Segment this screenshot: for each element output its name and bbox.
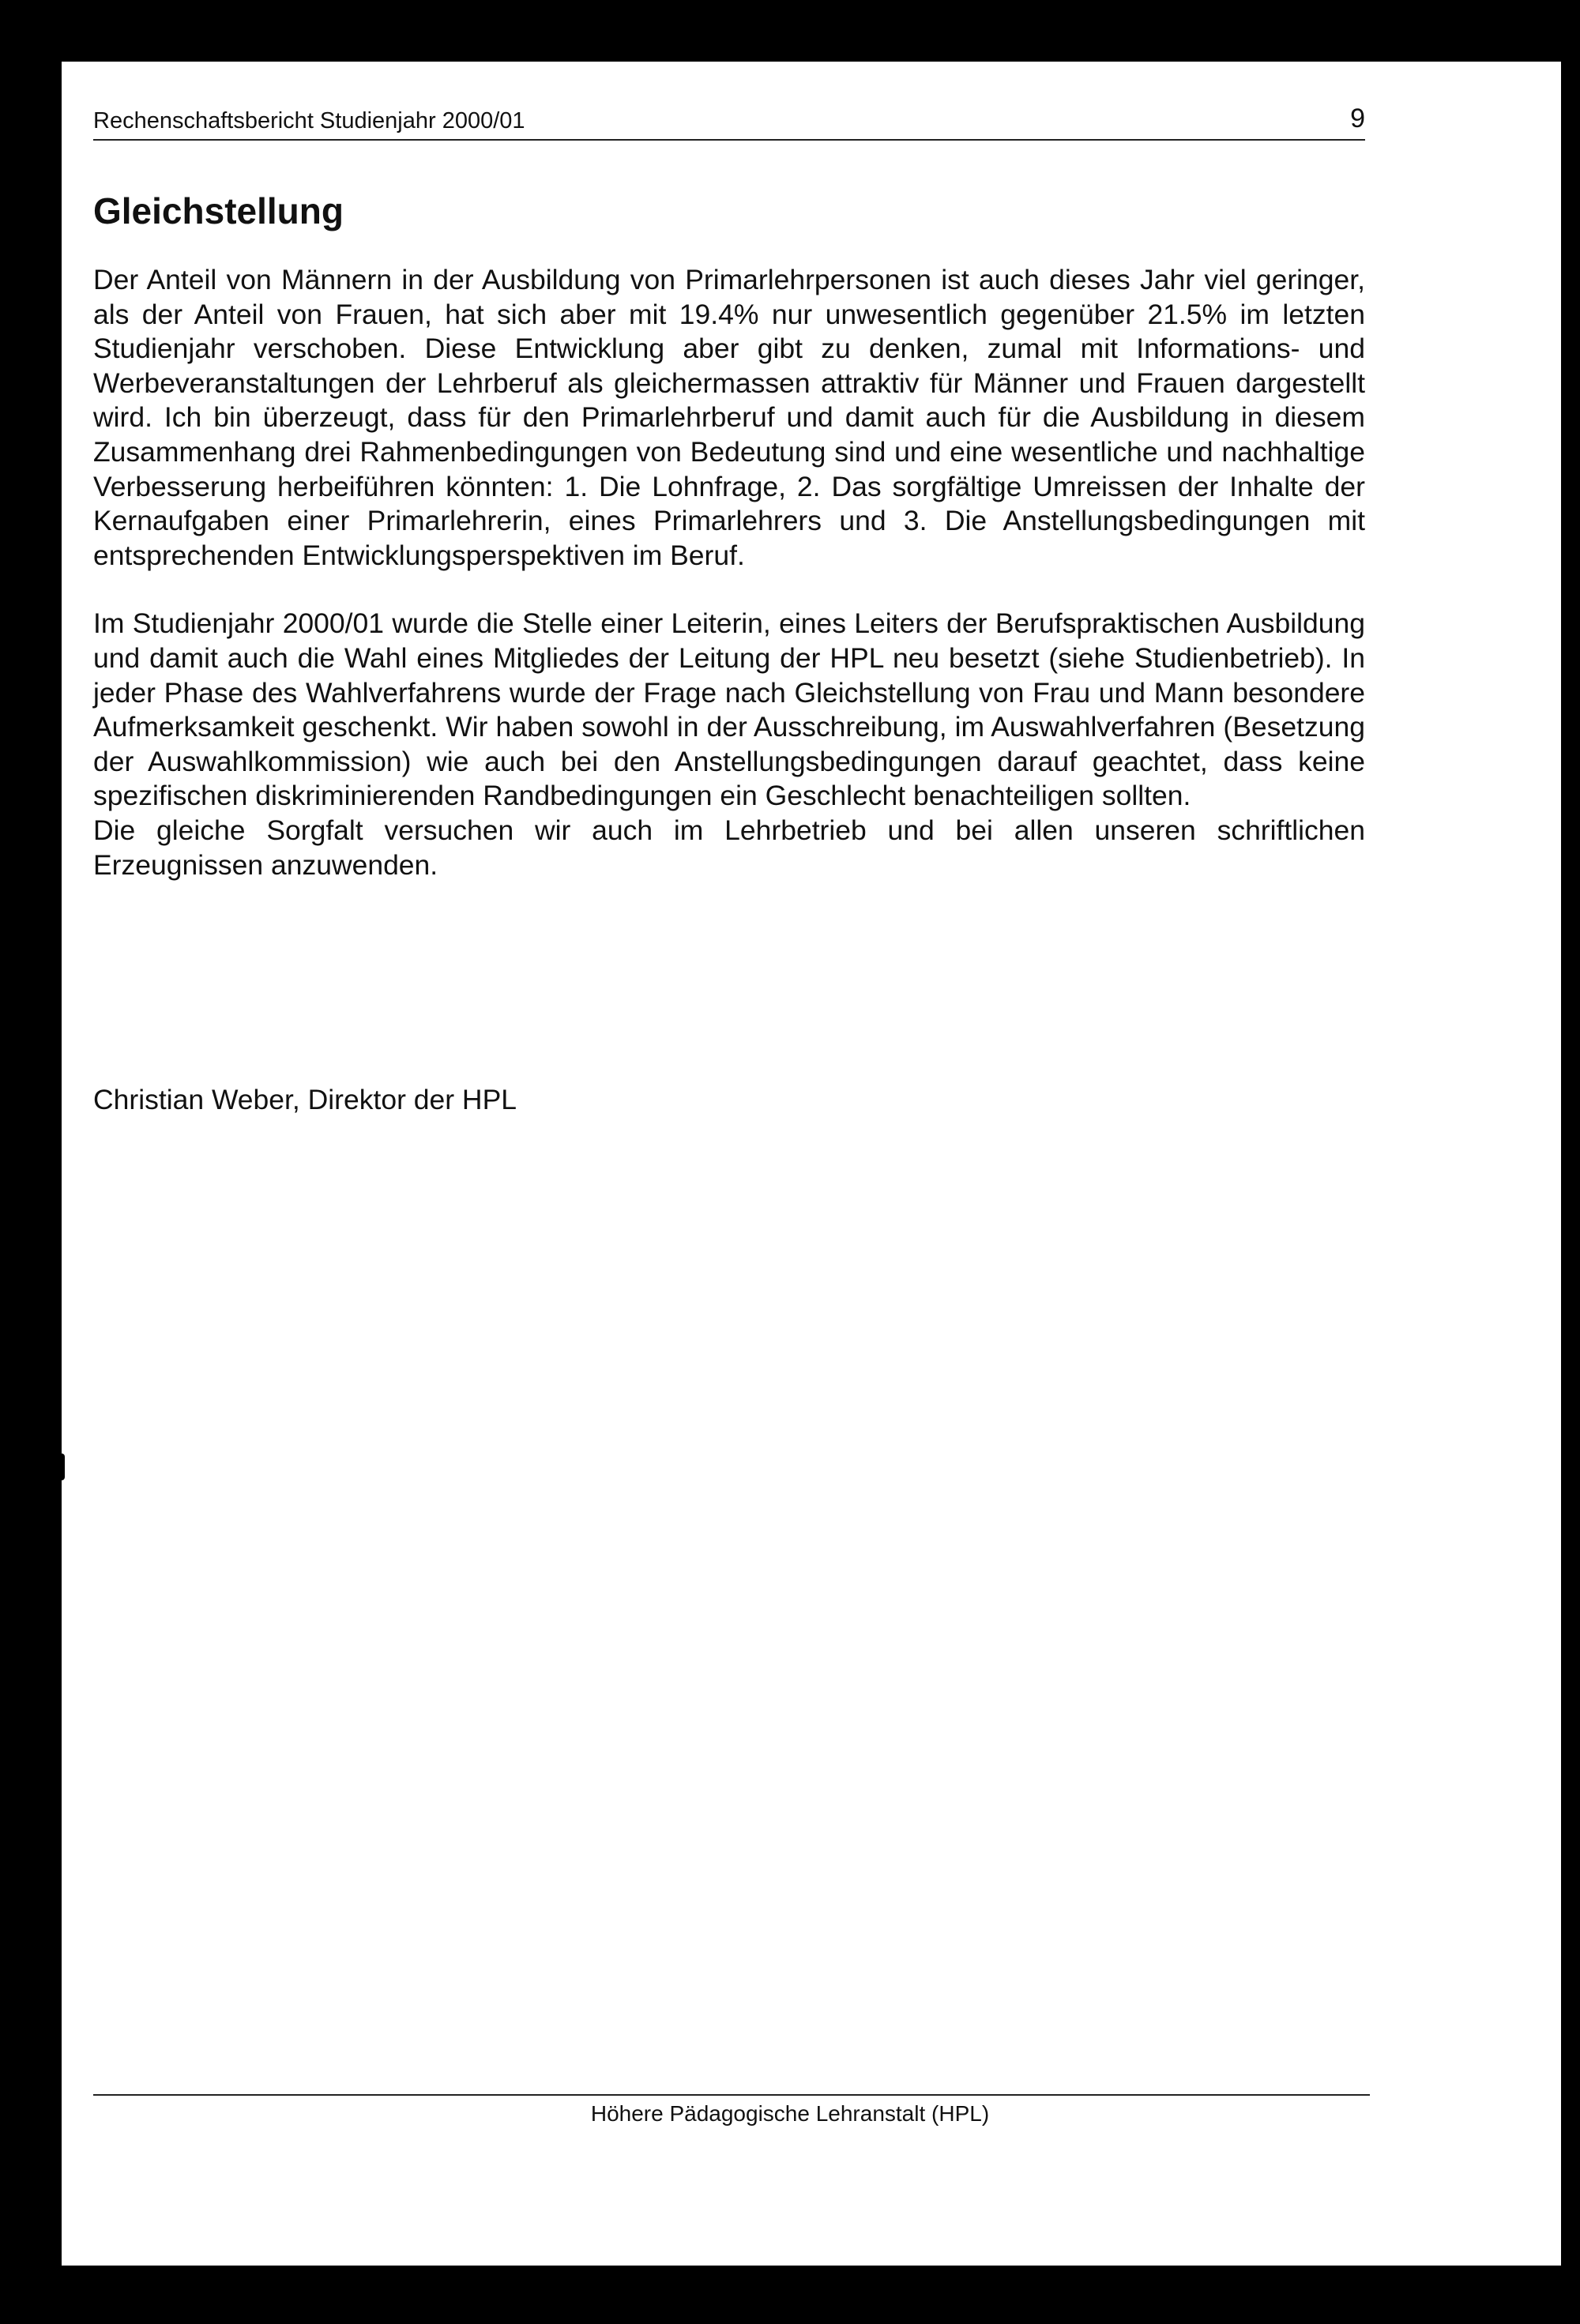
body-text — [93, 263, 1365, 882]
signature: Christian Weber, Direktor der HPL — [93, 1084, 517, 1115]
page-header — [93, 95, 1365, 141]
paragraph-3: Die gleiche Sorgfalt versuchen wir auch im Lehrbetrieb und bei allen unseren schriftlichen Erzeugnissen anzuwenden. — [93, 814, 1365, 881]
paragraph-spacer — [93, 573, 1365, 607]
footer-divider — [93, 2094, 1370, 2096]
scan-edge-mark — [58, 1453, 65, 1480]
header-title: Rechenschaftsbericht Studienjahr 2000/01 — [93, 108, 525, 133]
paragraph-1: Der Anteil von Männern in der Ausbildung von Primarlehrpersonen ist auch dieses Jahr viel geringer, als der Anteil von Frauen, hat sich aber mit 19.4% nur unwesentlich gegenüber 21.5% im letzten Studienjahr verschoben. Diese Entwicklung aber gibt zu denken, zumal mit Informations- und Werbeveranstaltungen der Lehrberuf als gleichermassen attraktiv für Männer und Frauen dargestellt wird. Ich bin überzeugt, dass für den Primarlehrberuf und damit auch für die Ausbildung in diesem Zusammenhang drei Rahmenbedingungen von Bedeutung sind und eine wesentliche und nachhaltige Verbesserung herbeiführen könnten: 1. Die Lohnfrage, 2. Das sorgfältige Umreissen der Inhalte der Kernaufgaben einer Primarlehrerin, eines Primarlehrers und 3. Die Anstellungsbedingungen mit entsprechenden Entwicklungsperspektiven im Beruf. — [93, 264, 1365, 571]
page-number: 9 — [1350, 103, 1365, 133]
paragraph-2: Im Studienjahr 2000/01 wurde die Stelle einer Leiterin, eines Leiters der Berufspraktischen Ausbildung und damit auch die Wahl eines Mitgliedes der Leitung der HPL neu besetzt (siehe Studienbetrieb). In jeder Phase des Wahlverfahrens wurde der Frage nach Gleichstellung von Frau und Mann besondere Aufmerksamkeit geschenkt. Wir haben sowohl in der Ausschreibung, im Auswahlverfahren (Besetzung der Auswahlkommission) wie auch bei den Anstellungsbedingungen darauf geachtet, dass keine spezifischen diskriminierenden Randbedingungen ein Geschlecht benachteiligen sollten. — [93, 607, 1365, 812]
footer-institution: Höhere Pädagogische Lehranstalt (HPL) — [590, 2101, 990, 2126]
section-heading: Gleichstellung — [93, 190, 344, 231]
